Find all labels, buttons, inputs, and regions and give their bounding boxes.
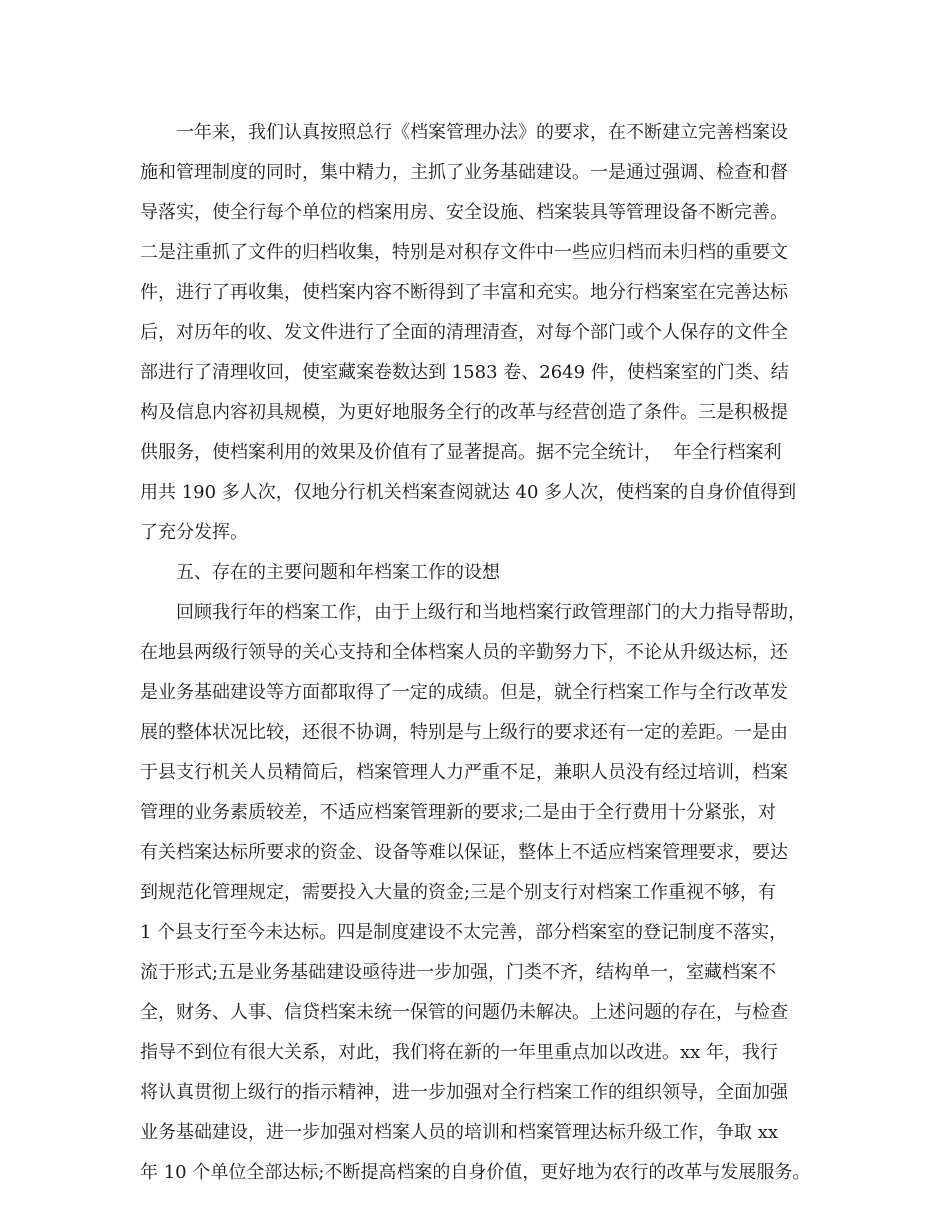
paragraph-2-line: 是业务基础建设等方面都取得了一定的成绩。但是，就全行档案工作与全行改革发 xyxy=(140,682,788,703)
paragraph-2-line: 1 个县支行至今未达标。四是制度建设不太完善，部分档案室的登记制度不落实， xyxy=(140,922,788,943)
paragraph-2-line: 管理的业务素质较差，不适应档案管理新的要求;二是由于全行费用十分紧张，对 xyxy=(140,802,777,823)
paragraph-1-line: 一年来，我们认真按照总行《档案管理办法》的要求，在不断建立完善档案设 xyxy=(176,122,788,143)
paragraph-1-line: 后，对历年的收、发文件进行了全面的清理清查，对每个部门或个人保存的文件全 xyxy=(140,322,788,343)
paragraph-2-line: 展的整体状况比较，还很不协调，特别是与上级行的要求还有一定的差距。一是由 xyxy=(140,722,788,743)
paragraph-1-line: 用共 190 多人次，仅地分行机关档案查阅就达 40 多人次，使档案的自身价值得到 xyxy=(140,482,797,503)
paragraph-1-line: 件，进行了再收集，使档案内容不断得到了丰富和充实。地分行档案室在完善达标 xyxy=(140,282,788,303)
paragraph-1-line: 施和管理制度的同时，集中精力，主抓了业务基础建设。一是通过强调、检查和督 xyxy=(140,162,788,183)
paragraph-2-line: 业务基础建设，进一步加强对档案人员的培训和档案管理达标升级工作，争取 xx xyxy=(140,1122,779,1143)
paragraph-2-line: 年 10 个单位全部达标;不断提高档案的自身价值，更好地为农行的改革与发展服务。 xyxy=(140,1162,811,1183)
paragraph-2-line: 指导不到位有很大关系，对此，我们将在新的一年里重点加以改进。xx 年，我行 xyxy=(140,1042,779,1063)
paragraph-2-line: 有关档案达标所要求的资金、设备等难以保证，整体上不适应档案管理要求，要达 xyxy=(140,842,788,863)
paragraph-2-line: 回顾我行年的档案工作，由于上级行和当地档案行政管理部门的大力指导帮助， xyxy=(176,602,806,623)
paragraph-2-line: 到规范化管理规定，需要投入大量的资金;三是个别支行对档案工作重视不够，有 xyxy=(140,882,777,903)
paragraph-1-line: 供服务，使档案利用的效果及价值有了显著提高。据不完全统计， 年全行档案利 xyxy=(140,442,782,463)
paragraph-1-line: 导落实，使全行每个单位的档案用房、安全设施、档案装具等管理设备不断完善。 xyxy=(140,202,788,223)
paragraph-1-line: 部进行了清理收回，使室藏案卷数达到 1583 卷、2649 件，使档案室的门类、结 xyxy=(140,362,789,383)
paragraph-1-line: 了充分发挥。 xyxy=(140,522,248,543)
section-heading: 五、存在的主要问题和年档案工作的设想 xyxy=(176,562,500,583)
paragraph-2-line: 于县支行机关人员精简后，档案管理人力严重不足，兼职人员没有经过培训，档案 xyxy=(140,762,788,783)
paragraph-2-line: 将认真贯彻上级行的指示精神，进一步加强对全行档案工作的组织领导，全面加强 xyxy=(140,1082,788,1103)
paragraph-2-line: 流于形式;五是业务基础建设亟待进一步加强，门类不齐，结构单一，室藏档案不 xyxy=(140,962,777,983)
paragraph-1-line: 构及信息内容初具规模，为更好地服务全行的改革与经营创造了条件。三是积极提 xyxy=(140,402,788,423)
paragraph-2-line: 在地县两级行领导的关心支持和全体档案人员的辛勤努力下，不论从升级达标，还 xyxy=(140,642,788,663)
paragraph-1-line: 二是注重抓了文件的归档收集，特别是对积存文件中一些应归档而未归档的重要文 xyxy=(140,242,788,263)
paragraph-2-line: 全，财务、人事、信贷档案未统一保管的问题仍未解决。上述问题的存在，与检查 xyxy=(140,1002,788,1023)
